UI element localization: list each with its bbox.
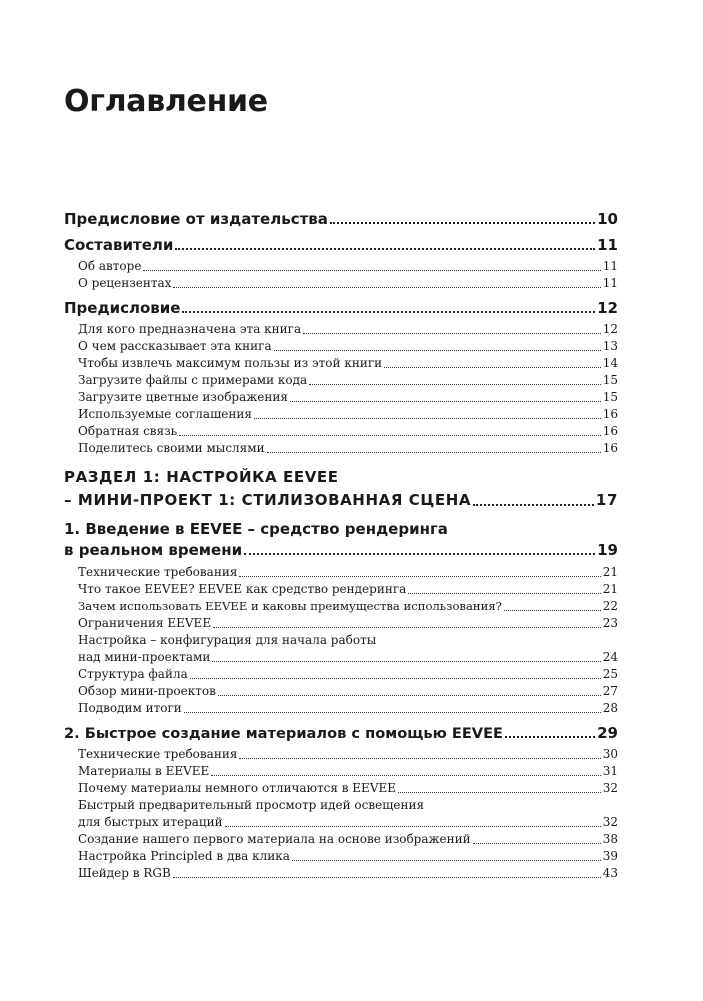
toc-entry[interactable] bbox=[64, 423, 618, 440]
dot-leader bbox=[303, 333, 601, 334]
toc-entry[interactable] bbox=[64, 683, 618, 700]
dot-leader bbox=[184, 712, 601, 713]
toc-entry-page: 31 bbox=[602, 764, 618, 778]
toc-entry-label: Технические требования bbox=[78, 565, 238, 579]
toc-entry[interactable] bbox=[64, 338, 618, 355]
dot-leader bbox=[473, 843, 601, 844]
toc-entry-page: 43 bbox=[602, 866, 618, 880]
dot-leader bbox=[218, 695, 601, 696]
toc-heading[interactable] bbox=[64, 724, 618, 743]
dot-leader bbox=[211, 775, 600, 776]
toc-entry-label: Используемые соглашения bbox=[78, 407, 252, 421]
toc-entry-line1: Настройка – конфигурация для начала работы bbox=[78, 633, 377, 647]
dot-leader bbox=[290, 401, 601, 402]
toc-entry-label: Подводим итоги bbox=[78, 701, 182, 715]
toc-entry-line2: над мини-проектами bbox=[78, 650, 211, 664]
toc-entry[interactable] bbox=[64, 632, 618, 666]
dot-leader bbox=[274, 350, 601, 351]
toc-entry-label: Материалы в EEVEE bbox=[78, 764, 210, 778]
toc-entry-page: 21 bbox=[602, 582, 618, 596]
toc-entry-page: 25 bbox=[602, 667, 618, 681]
toc-entry[interactable] bbox=[64, 780, 618, 797]
dot-leader bbox=[504, 610, 601, 611]
dot-leader bbox=[398, 792, 601, 793]
toc-entry[interactable] bbox=[64, 848, 618, 865]
toc-entry-label: Настройка Principled в два клика bbox=[78, 849, 290, 863]
toc-entry-page: 11 bbox=[602, 276, 618, 290]
dot-leader bbox=[267, 452, 601, 453]
toc-chapter-1 bbox=[64, 519, 618, 717]
toc-entry[interactable] bbox=[64, 746, 618, 763]
dot-leader bbox=[182, 311, 595, 313]
toc-heading-label: Предисловие от издательства bbox=[64, 210, 328, 228]
dot-leader bbox=[330, 222, 595, 224]
toc-heading-page: 11 bbox=[597, 236, 618, 254]
toc-entry-label: Ограничения EEVEE bbox=[78, 616, 212, 630]
toc-entry-label: Обратная связь bbox=[78, 424, 178, 438]
toc-entry-page: 16 bbox=[602, 424, 618, 438]
toc-entry-page: 39 bbox=[602, 849, 618, 863]
toc-entry-label: Шейдер в RGB bbox=[78, 866, 171, 880]
toc-entry-label: Чтобы извлечь максимум пользы из этой книги bbox=[78, 356, 383, 370]
toc-entry-page: 22 bbox=[602, 599, 618, 613]
toc-entry-label: Создание нашего первого материала на основе изображений bbox=[78, 832, 471, 846]
toc-entry-label: О рецензентах bbox=[78, 276, 172, 290]
dot-leader bbox=[505, 736, 595, 738]
toc-entry-label: Технические требования bbox=[78, 747, 238, 761]
toc-entry-page: 23 bbox=[602, 616, 618, 630]
toc-entry-page: 24 bbox=[602, 650, 618, 664]
toc-heading[interactable] bbox=[64, 299, 618, 318]
toc-entry[interactable] bbox=[64, 666, 618, 683]
toc-entry[interactable] bbox=[64, 598, 618, 615]
toc-entries bbox=[64, 564, 618, 717]
toc-heading-line1: 1. Введение в EEVEE – средство рендеринга bbox=[64, 520, 448, 538]
toc-entry-line2: для быстрых итераций bbox=[78, 815, 223, 829]
toc-section-authors bbox=[64, 236, 618, 292]
toc-entry[interactable] bbox=[64, 372, 618, 389]
toc-entry-page: 15 bbox=[602, 390, 618, 404]
toc-entry[interactable] bbox=[64, 865, 618, 882]
table-of-contents bbox=[64, 210, 618, 882]
toc-part-1 bbox=[64, 466, 618, 512]
dot-leader bbox=[143, 270, 600, 271]
toc-heading-page: 12 bbox=[597, 299, 618, 317]
toc-heading-label: Составители bbox=[64, 236, 174, 254]
dot-leader bbox=[179, 435, 601, 436]
dot-leader bbox=[384, 367, 601, 368]
toc-entries bbox=[64, 321, 618, 457]
dot-leader bbox=[244, 553, 595, 555]
toc-entry-label: Поделитесь своими мыслями bbox=[78, 441, 265, 455]
toc-entry[interactable] bbox=[64, 581, 618, 598]
dot-leader bbox=[175, 248, 595, 250]
toc-entry-page: 16 bbox=[602, 441, 618, 455]
toc-entry-label: Зачем использовать EEVEE и каковы преимущества использования? bbox=[78, 599, 502, 613]
toc-entry-page: 27 bbox=[602, 684, 618, 698]
dot-leader bbox=[212, 661, 600, 662]
toc-entry-page: 38 bbox=[602, 832, 618, 846]
dot-leader bbox=[213, 627, 601, 628]
toc-entry-line1: Быстрый предварительный просмотр идей освещения bbox=[78, 798, 425, 812]
toc-heading-page: 19 bbox=[597, 541, 618, 559]
toc-entry-label: Для кого предназначена эта книга bbox=[78, 322, 302, 336]
toc-heading-page: 10 bbox=[597, 210, 618, 228]
toc-entry-label: Структура файла bbox=[78, 667, 188, 681]
toc-entry-page: 11 bbox=[602, 259, 618, 273]
toc-part-page: 17 bbox=[595, 491, 618, 509]
toc-heading-line2: в реальном времени bbox=[64, 541, 243, 559]
toc-entry-page: 32 bbox=[602, 781, 618, 795]
toc-entries bbox=[64, 746, 618, 882]
toc-entry[interactable] bbox=[64, 440, 618, 457]
toc-entry-page: 16 bbox=[602, 407, 618, 421]
toc-entry[interactable] bbox=[64, 355, 618, 372]
toc-entry[interactable] bbox=[64, 258, 618, 275]
dot-leader bbox=[173, 877, 601, 878]
toc-entry-label: О чем рассказывает эта книга bbox=[78, 339, 272, 353]
toc-part-heading[interactable] bbox=[64, 466, 618, 512]
dot-leader bbox=[309, 384, 601, 385]
dot-leader bbox=[473, 504, 594, 506]
toc-entry-label: Что такое EEVEE? EEVEE как средство рендеринга bbox=[78, 582, 407, 596]
toc-entry-label: Загрузите файлы с примерами кода bbox=[78, 373, 308, 387]
toc-part-line2: – МИНИ-ПРОЕКТ 1: СТИЛИЗОВАННАЯ СЦЕНА bbox=[64, 491, 472, 509]
toc-entry-page: 30 bbox=[602, 747, 618, 761]
toc-entry[interactable] bbox=[64, 389, 618, 406]
toc-heading[interactable] bbox=[64, 236, 618, 255]
toc-section-preface bbox=[64, 299, 618, 457]
toc-entry-page: 12 bbox=[602, 322, 618, 336]
toc-entry-page: 28 bbox=[602, 701, 618, 715]
toc-heading-page: 29 bbox=[597, 724, 618, 742]
toc-entry[interactable] bbox=[64, 763, 618, 780]
toc-chapter-2 bbox=[64, 724, 618, 882]
toc-heading[interactable] bbox=[64, 519, 618, 561]
dot-leader bbox=[292, 860, 601, 861]
toc-entry-label: Обзор мини-проектов bbox=[78, 684, 216, 698]
toc-entry-label: Загрузите цветные изображения bbox=[78, 390, 288, 404]
toc-entry[interactable] bbox=[64, 321, 618, 338]
toc-entry-label: Об авторе bbox=[78, 259, 142, 273]
page-title: Оглавление bbox=[64, 84, 268, 119]
toc-section-publisher-preface bbox=[64, 210, 618, 229]
toc-entry-page: 14 bbox=[602, 356, 618, 370]
toc-entry-page: 32 bbox=[602, 815, 618, 829]
toc-entry[interactable] bbox=[64, 831, 618, 848]
toc-entry[interactable] bbox=[64, 700, 618, 717]
toc-entry-page: 13 bbox=[602, 339, 618, 353]
dot-leader bbox=[225, 826, 601, 827]
toc-entry-label: Почему материалы немного отличаются в EEVEE bbox=[78, 781, 397, 795]
toc-entry-page: 21 bbox=[602, 565, 618, 579]
toc-heading-label: Предисловие bbox=[64, 299, 181, 317]
dot-leader bbox=[239, 758, 600, 759]
toc-entries bbox=[64, 258, 618, 292]
dot-leader bbox=[239, 576, 600, 577]
toc-entry[interactable] bbox=[64, 406, 618, 423]
toc-entry[interactable] bbox=[64, 275, 618, 292]
toc-entry[interactable] bbox=[64, 564, 618, 581]
dot-leader bbox=[254, 418, 601, 419]
toc-heading-label: 2. Быстрое создание материалов с помощью EEVEE bbox=[64, 725, 504, 742]
toc-entry[interactable] bbox=[64, 615, 618, 632]
toc-entry-page: 15 bbox=[602, 373, 618, 387]
dot-leader bbox=[190, 678, 601, 679]
toc-part-line1: РАЗДЕЛ 1: НАСТРОЙКА EEVEE bbox=[64, 468, 339, 486]
toc-heading[interactable] bbox=[64, 210, 618, 229]
dot-leader bbox=[408, 593, 600, 594]
toc-entry[interactable] bbox=[64, 797, 618, 831]
dot-leader bbox=[173, 287, 600, 288]
